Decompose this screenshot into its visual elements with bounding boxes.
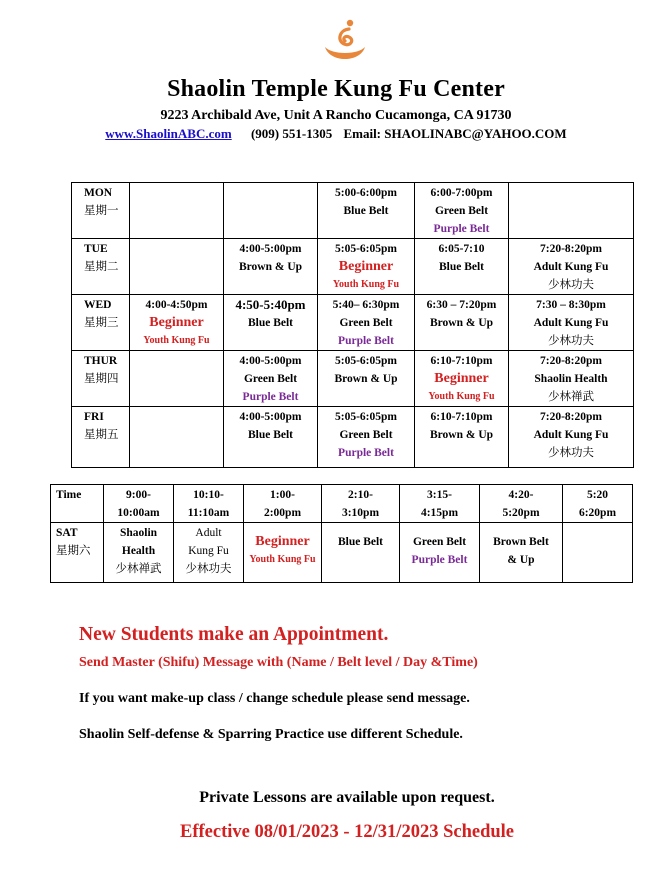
self-defense-note: Shaolin Self-defense & Sparring Practice use different Schedule. (79, 727, 463, 742)
class-cell: Adult Kung Fu 少林功夫 (174, 523, 244, 583)
class-cell: 7:30 – 8:30pm Adult Kung Fu 少林功夫 (509, 295, 634, 351)
time-cell: 3:15- 4:15pm (400, 485, 480, 523)
day-cell: MON 星期一 (72, 183, 130, 239)
class-cell: 5:05-6:05pm Green Belt Purple Belt (318, 407, 415, 468)
class-cell (509, 183, 634, 239)
class-cell (130, 407, 224, 468)
time-cell: 10:10- 11:10am (174, 485, 244, 523)
class-cell: 6:10-7:10pm Beginner Youth Kung Fu (415, 351, 509, 407)
day-cell: TUE 星期二 (72, 239, 130, 295)
class-cell: 5:40– 6:30pm Green Belt Purple Belt (318, 295, 415, 351)
time-cell: 9:00- 10:00am (104, 485, 174, 523)
email-address: Email: SHAOLINABC@YAHOO.COM (343, 126, 567, 141)
phone-number: (909) 551-1305 (250, 126, 333, 141)
class-cell: 4:50-5:40pm Blue Belt (224, 295, 318, 351)
effective-dates: Effective 08/01/2023 - 12/31/2023 Schedule (180, 822, 514, 842)
class-cell: 6:00-7:00pm Green Belt Purple Belt (415, 183, 509, 239)
class-cell: 5:05-6:05pm Beginner Youth Kung Fu (318, 239, 415, 295)
class-cell: 5:00-6:00pm Blue Belt (318, 183, 415, 239)
class-cell: 7:20-8:20pm Adult Kung Fu 少林功夫 (509, 239, 634, 295)
time-cell: 4:20- 5:20pm (480, 485, 563, 523)
class-cell: 7:20-8:20pm Adult Kung Fu 少林功夫 (509, 407, 634, 468)
table-row (51, 523, 633, 583)
private-lessons-note: Private Lessons are available upon request. (199, 789, 495, 806)
table-row (72, 295, 634, 351)
class-cell: 6:10-7:10pm Brown & Up (415, 407, 509, 468)
class-cell: 4:00-4:50pm Beginner Youth Kung Fu (130, 295, 224, 351)
day-cell: WED 星期三 (72, 295, 130, 351)
send-message-note: Send Master (Shifu) Message with (Name / Belt level / Day &Time) (79, 655, 478, 670)
contact-line (0, 126, 672, 142)
time-cell: 2:10- 3:10pm (322, 485, 400, 523)
class-cell: 5:05-6:05pm Brown & Up (318, 351, 415, 407)
class-cell: 4:00-5:00pm Green Belt Purple Belt (224, 351, 318, 407)
class-cell: Blue Belt (322, 523, 400, 583)
class-cell: Green Belt Purple Belt (400, 523, 480, 583)
day-cell: SAT 星期六 (51, 523, 104, 583)
saturday-schedule-table (50, 484, 633, 583)
table-row (72, 239, 634, 295)
logo-icon (322, 17, 368, 67)
day-cell: FRI 星期五 (72, 407, 130, 468)
table-row (72, 183, 634, 239)
class-cell (563, 523, 633, 583)
weekday-schedule-table (71, 182, 634, 468)
page-title: Shaolin Temple Kung Fu Center (167, 76, 505, 102)
class-cell (224, 183, 318, 239)
class-cell: Brown Belt & Up (480, 523, 563, 583)
time-cell: 1:00- 2:00pm (244, 485, 322, 523)
class-cell (130, 351, 224, 407)
time-header-cell: Time (51, 485, 104, 523)
table-row (51, 485, 633, 523)
class-cell: Beginner Youth Kung Fu (244, 523, 322, 583)
makeup-note: If you want make-up class / change schedule please send message. (79, 691, 470, 706)
day-cell: THUR 星期四 (72, 351, 130, 407)
class-cell: 4:00-5:00pm Blue Belt (224, 407, 318, 468)
class-cell (130, 183, 224, 239)
time-cell: 5:20 6:20pm (563, 485, 633, 523)
class-cell: Shaolin Health 少林禅武 (104, 523, 174, 583)
class-cell: 6:05-7:10 Blue Belt (415, 239, 509, 295)
class-cell: 4:00-5:00pm Brown & Up (224, 239, 318, 295)
class-cell: 7:20-8:20pm Shaolin Health 少林禅武 (509, 351, 634, 407)
table-row (72, 351, 634, 407)
new-students-heading: New Students make an Appointment. (79, 624, 389, 645)
class-cell (130, 239, 224, 295)
table-row (72, 407, 634, 468)
website-link[interactable]: www.ShaolinABC.com (105, 126, 232, 141)
address: 9223 Archibald Ave, Unit A Rancho Cucamonga, CA 91730 (160, 108, 512, 123)
class-cell: 6:30 – 7:20pm Brown & Up (415, 295, 509, 351)
